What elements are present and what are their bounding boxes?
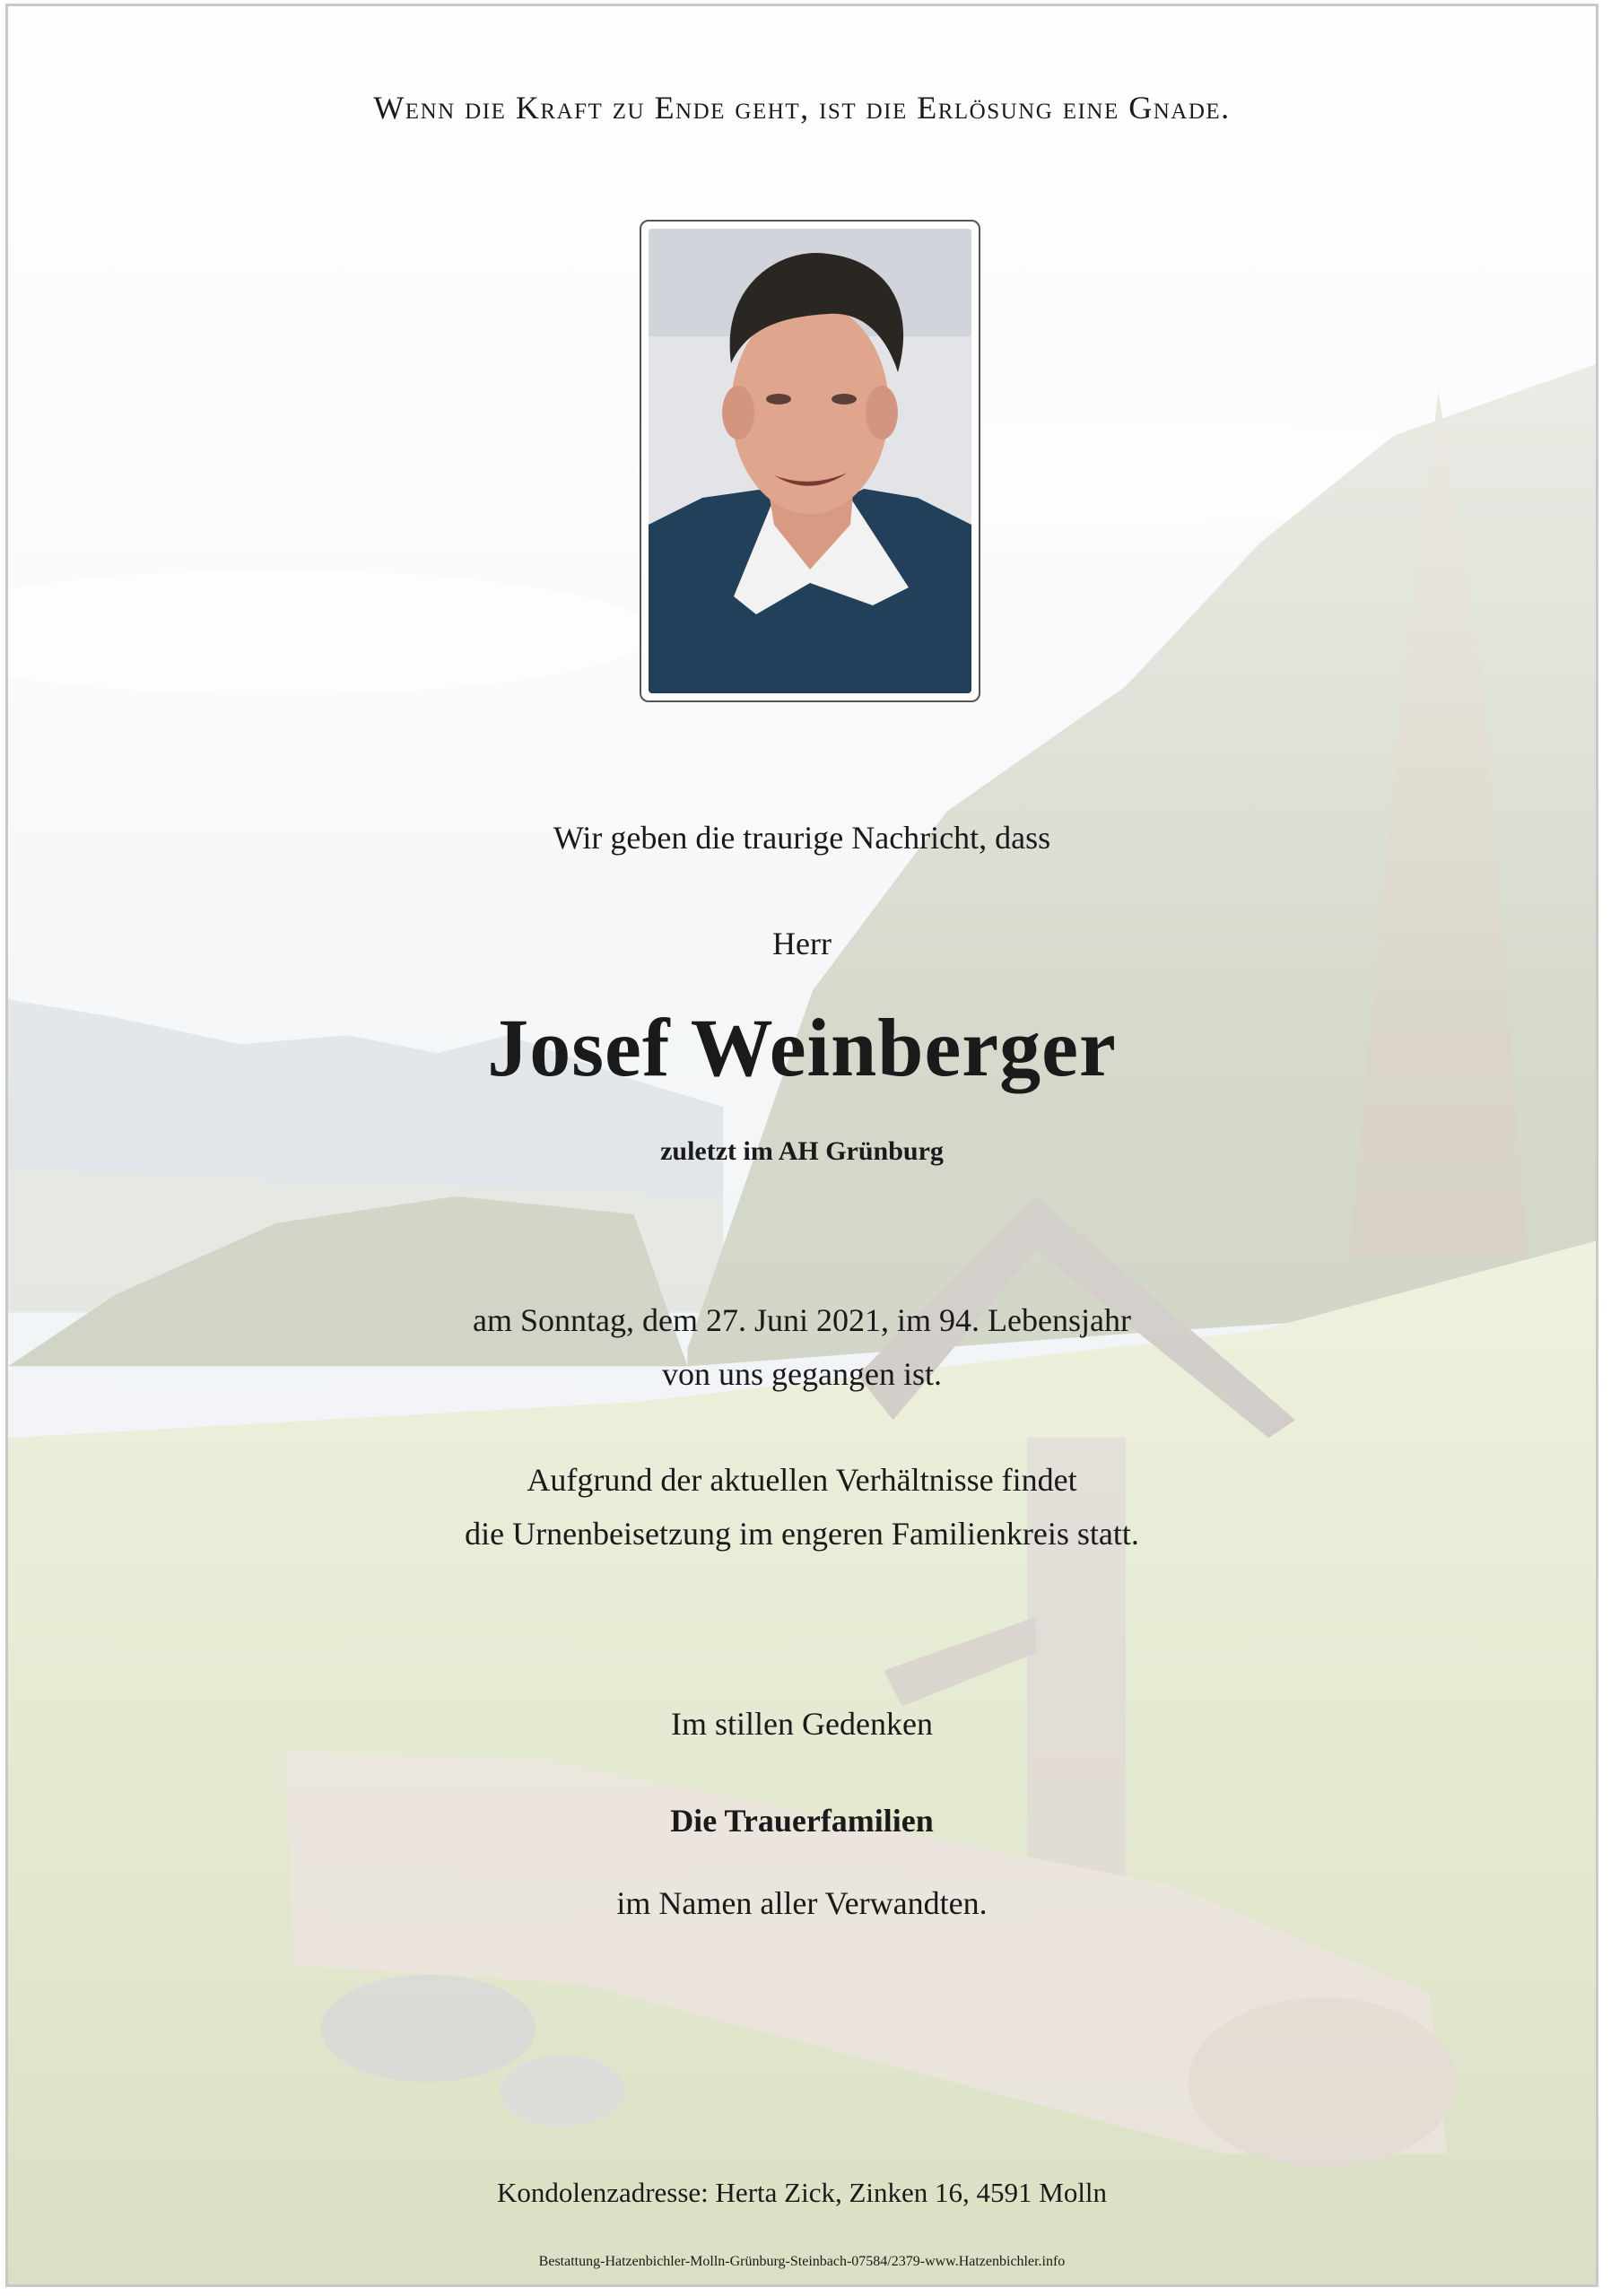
motto: Wenn die Kraft zu Ende geht, ist die Erlösung eine Gnade.: [373, 90, 1231, 126]
relatives-text: im Namen aller Verwandten.: [616, 1885, 988, 1921]
family-signature: Die Trauerfamilien: [670, 1803, 934, 1839]
obituary-content: [8, 6, 1596, 2284]
death-date-line-2: von uns gegangen ist.: [662, 1356, 942, 1392]
funeral-home-footer: Bestattung-Hatzenbichler-Molln-Grünburg-Steinbach-07584/2379-www.Hatzenbichler.info: [538, 2254, 1066, 2269]
burial-note-line-1: Aufgrund der aktuellen Verhältnisse findet: [527, 1462, 1077, 1498]
intro-text: Wir geben die traurige Nachricht, dass: [553, 820, 1051, 856]
salutation: Herr: [772, 926, 832, 961]
portrait-photo-frame: [640, 220, 980, 702]
condolence-address: Kondolenzadresse: Herta Zick, Zinken 16, 4591 Molln: [496, 2177, 1108, 2208]
death-date-line-1: am Sonntag, dem 27. Juni 2021, im 94. Lebensjahr: [473, 1302, 1131, 1338]
portrait-photo: [649, 229, 971, 693]
burial-note-line-2: die Urnenbeisetzung im engeren Familienkreis statt.: [465, 1516, 1139, 1552]
last-residence: zuletzt im AH Grünburg: [660, 1136, 944, 1166]
memorial-text: Im stillen Gedenken: [671, 1706, 933, 1742]
obituary-page: [5, 4, 1598, 2287]
deceased-name: Josef Weinberger: [487, 1002, 1117, 1093]
